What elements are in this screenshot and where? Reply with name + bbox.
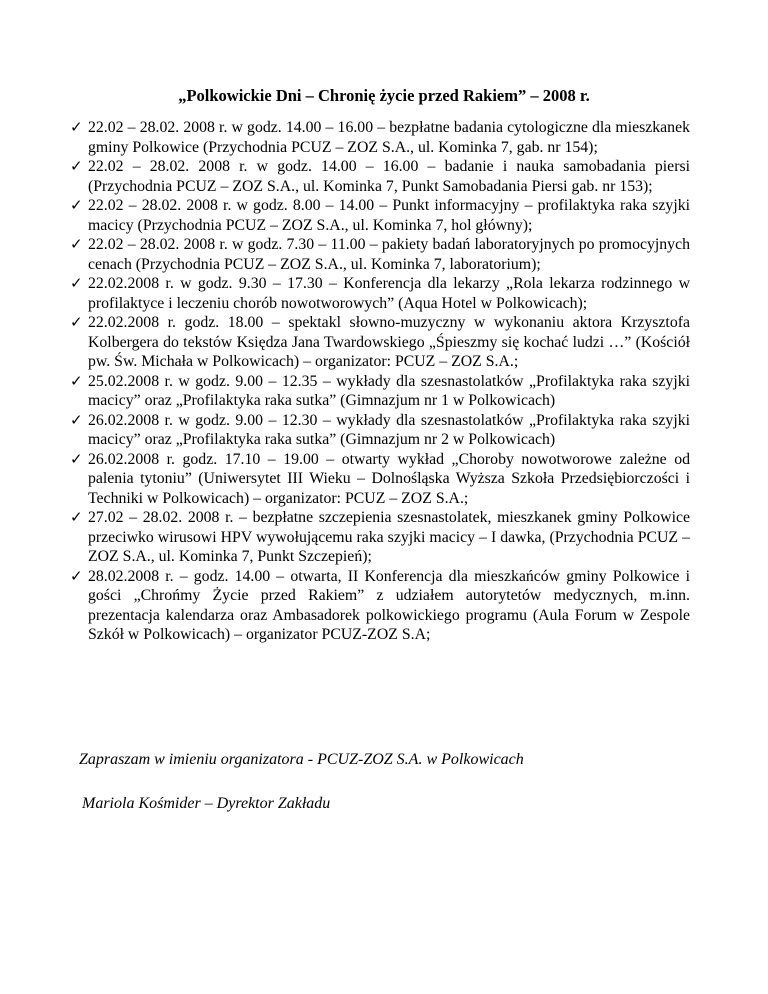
list-item-text: 28.02.2008 r. – godz. 14.00 – otwarta, II Konferencja dla mieszkańców gminy Polkowice i gości „Chrońmy Życie przed Rakiem” z udziałem autorytetów medycznych, m.inn. prezentacja kalendarza oraz Ambasadorek polkowickiego programu (Aula Forum w Zespole Szkół w Polkowicach) – organizator PCUZ-ZOZ S.A; xyxy=(88,567,690,643)
list-item xyxy=(70,508,690,567)
document-title: „Polkowickie Dni – Chronię życie przed Rakiem” – 2008 r. xyxy=(178,86,590,105)
list-item xyxy=(70,118,690,157)
checkmark-icon: ✓ xyxy=(70,371,83,390)
list-item xyxy=(70,371,690,411)
list-item xyxy=(70,313,690,372)
list-item xyxy=(70,235,690,274)
checkmark-icon: ✓ xyxy=(70,118,83,136)
checkmark-icon: ✓ xyxy=(70,508,83,526)
checkmark-icon: ✓ xyxy=(70,196,83,214)
list-item xyxy=(70,196,690,235)
list-item-text: 22.02.2008 r. w godz. 9.30 – 17.30 – Konferencja dla lekarzy „Rola lekarza rodzinnego w profilaktyce i leczeniu chorób nowotworowych” (Aqua Hotel w Polkowicach); xyxy=(88,275,690,312)
list-item-text: 22.02 – 28.02. 2008 r. w godz. 8.00 – 14.00 – Punkt informacyjny – profilaktyka raka szyjki macicy (Przychodnia PCUZ – ZOZ S.A., ul. Kominka 7, hol główny); xyxy=(88,197,690,234)
list-item-text: 22.02.2008 r. godz. 18.00 – spektakl słowno-muzyczny w wykonaniu aktora Krzysztofa Kolbergera do tekstów Księdza Jana Twardowskiego „Śpieszmy się kochać ludzi …” (Kościół pw. Św. Michała w Polkowicach) – organizator: PCUZ – ZOZ S.A.; xyxy=(88,314,690,370)
checkmark-icon: ✓ xyxy=(70,235,83,253)
list-item-text: 22.02 – 28.02. 2008 r. w godz. 7.30 – 11.00 – pakiety badań laboratoryjnych po promocyjnych cenach (Przychodnia PCUZ – ZOZ S.A., ul. Kominka 7, laboratorium); xyxy=(88,236,690,273)
checkmark-icon: ✓ xyxy=(70,157,83,175)
list-item xyxy=(70,410,690,450)
list-item-text: 25.02.2008 r. w godz. 9.00 – 12.35 – wykłady dla szesnastolatków „Profilaktyka raka szyjki macicy” oraz „Profilaktyka raka sutka” (Gimnazjum nr 1 w Polkowicach) xyxy=(88,372,690,409)
signature: Mariola Kośmider – Dyrektor Zakładu xyxy=(82,795,331,812)
list-item-text: 27.02 – 28.02. 2008 r. – bezpłatne szczepienia szesnastolatek, mieszkanek gminy Polkowice przeciwko wirusowi HPV wywołującemu raka szyjki macicy – I dawka, (Przychodnia PCUZ – ZOZ S.A., ul. Kominka 7, Punkt Szczepień); xyxy=(88,509,690,565)
list-item-text: 22.02 – 28.02. 2008 r. w godz. 14.00 – 16.00 – badanie i nauka samobadania piersi (Przychodnia PCUZ – ZOZ S.A., ul. Kominka 7, Punkt Samobadania Piersi gab. nr 153); xyxy=(88,158,690,195)
list-item xyxy=(70,274,690,313)
list-item-text: 26.02.2008 r. w godz. 9.00 – 12.30 – wykłady dla szesnastolatków „Profilaktyka raka szyjki macicy” oraz „Profilaktyka raka sutka” (Gimnazjum nr 2 w Polkowicach) xyxy=(88,411,690,448)
checkmark-icon: ✓ xyxy=(70,449,83,468)
list-item xyxy=(70,449,690,509)
list-item xyxy=(70,566,690,645)
list-item xyxy=(70,157,690,196)
event-list xyxy=(70,118,690,645)
checkmark-icon: ✓ xyxy=(70,313,83,331)
checkmark-icon: ✓ xyxy=(70,410,83,429)
checkmark-icon: ✓ xyxy=(70,274,83,292)
list-item-text: 26.02.2008 r. godz. 17.10 – 19.00 – otwarty wykład „Choroby nowotworowe zależne od palenia tytoniu” (Uniwersytet III Wieku – Dolnośląska Wyższa Szkoła Przedsiębiorczości i Techniki w Polkowicach) – organizator: PCUZ – ZOZ S.A.; xyxy=(88,450,690,507)
list-item-text: 22.02 – 28.02. 2008 r. w godz. 14.00 – 16.00 – bezpłatne badania cytologiczne dla mieszkanek gminy Polkowice (Przychodnia PCUZ – ZOZ S.A., ul. Kominka 7, gab. nr 154); xyxy=(88,119,690,156)
checkmark-icon: ✓ xyxy=(70,566,83,585)
closing-invitation: Zapraszam w imieniu organizatora - PCUZ-ZOZ S.A. w Polkowicach xyxy=(79,751,524,768)
